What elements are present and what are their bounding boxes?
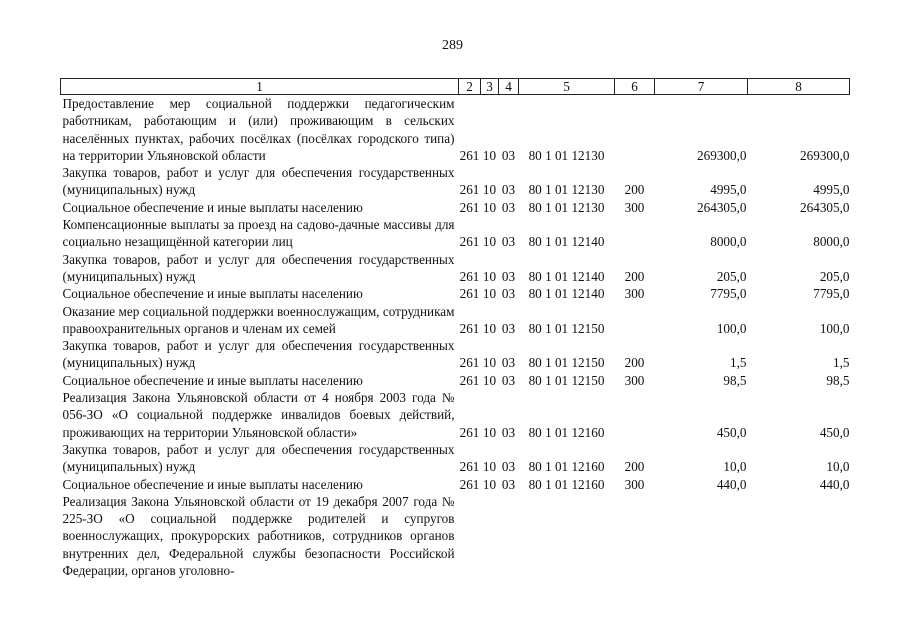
row-vr-code: 300 bbox=[624, 199, 645, 215]
row-pr-code: 03 bbox=[501, 199, 516, 215]
row-rz-code: 10 bbox=[482, 320, 497, 336]
row-vr-code bbox=[615, 493, 655, 579]
budget-table bbox=[60, 78, 850, 579]
row-pr-code: 03 bbox=[501, 372, 516, 388]
header-cell-5: 5 bbox=[519, 79, 615, 95]
row-gr-code: 261 bbox=[459, 459, 480, 475]
row-name: Социальное обеспечение и иные выплаты населению bbox=[62, 372, 363, 388]
row-vr-code bbox=[615, 95, 655, 165]
row-sum-year1: 1,5 bbox=[730, 355, 747, 371]
row-pr-code: 03 bbox=[501, 286, 516, 302]
row-pr-code: 03 bbox=[501, 424, 516, 440]
row-sum-year2: 269300,0 bbox=[800, 147, 850, 163]
row-gr-code: 261 bbox=[459, 147, 480, 163]
row-sum-year1: 8000,0 bbox=[710, 234, 747, 250]
row-vr-code: 200 bbox=[624, 268, 645, 284]
row-gr-code: 261 bbox=[459, 476, 480, 492]
row-gr-code: 261 bbox=[459, 320, 480, 336]
row-rz-code: 10 bbox=[482, 355, 497, 371]
row-sum-year2: 4995,0 bbox=[813, 182, 850, 198]
row-pr-code: 03 bbox=[501, 459, 516, 475]
row-vr-code bbox=[615, 303, 655, 338]
row-sum-year2: 1,5 bbox=[833, 355, 850, 371]
table-row bbox=[61, 372, 850, 389]
row-rz-code: 10 bbox=[482, 476, 497, 492]
row-sum-year1: 269300,0 bbox=[697, 147, 747, 163]
row-sum-year2: 8000,0 bbox=[813, 234, 850, 250]
row-name: Оказание мер социальной поддержки военнослужащим, сотрудникам правоохранительных органов и членам их семей bbox=[62, 303, 455, 336]
table-row bbox=[61, 285, 850, 302]
row-sum-year2: 7795,0 bbox=[813, 286, 850, 302]
row-sum-year1: 98,5 bbox=[723, 372, 747, 388]
row-pr-code: 03 bbox=[501, 268, 516, 284]
header-cell-7: 7 bbox=[655, 79, 748, 95]
row-name: Социальное обеспечение и иные выплаты населению bbox=[62, 476, 363, 492]
row-pr-code: 03 bbox=[501, 355, 516, 371]
row-name: Закупка товаров, работ и услуг для обеспечения государственных (муниципальных) нужд bbox=[62, 338, 455, 371]
table-row bbox=[61, 164, 850, 199]
row-csr-code: 80 1 01 12160 bbox=[528, 459, 605, 475]
row-sum-year1: 4995,0 bbox=[710, 182, 747, 198]
row-rz-code: 10 bbox=[482, 234, 497, 250]
row-sum-year2 bbox=[748, 493, 850, 579]
row-rz-code: 10 bbox=[482, 286, 497, 302]
row-vr-code: 300 bbox=[624, 372, 645, 388]
row-sum-year2: 264305,0 bbox=[800, 199, 850, 215]
row-name: Реализация Закона Ульяновской области от 4 ноября 2003 года № 056-ЗО «О социальной поддержке инвалидов боевых действий, проживающих на территории Ульяновской области» bbox=[62, 390, 455, 440]
table-header-row bbox=[61, 79, 850, 95]
row-gr-code: 261 bbox=[459, 355, 480, 371]
row-csr-code bbox=[519, 493, 615, 579]
row-name: Реализация Закона Ульяновской области от 19 декабря 2007 года № 225-ЗО «О социальной поддержке родителей и супругов военнослужащих, прокурорских работников, сотрудников органов внутренних дел, Федеральной службы безопасности Российской Федерации, органов уголовно- bbox=[62, 493, 455, 579]
row-gr-code: 261 bbox=[459, 234, 480, 250]
row-sum-year2: 10,0 bbox=[826, 459, 850, 475]
row-csr-code: 80 1 01 12130 bbox=[528, 182, 605, 198]
table-body bbox=[61, 95, 850, 580]
row-csr-code: 80 1 01 12130 bbox=[528, 147, 605, 163]
row-csr-code: 80 1 01 12140 bbox=[528, 268, 605, 284]
row-sum-year1: 450,0 bbox=[716, 424, 747, 440]
row-pr-code bbox=[499, 493, 519, 579]
row-sum-year2: 100,0 bbox=[819, 320, 850, 336]
table-row bbox=[61, 441, 850, 476]
table-row bbox=[61, 216, 850, 251]
row-vr-code: 200 bbox=[624, 459, 645, 475]
row-gr-code bbox=[459, 493, 481, 579]
row-csr-code: 80 1 01 12140 bbox=[528, 234, 605, 250]
row-name: Закупка товаров, работ и услуг для обеспечения государственных (муниципальных) нужд bbox=[62, 165, 455, 198]
row-pr-code: 03 bbox=[501, 147, 516, 163]
row-gr-code: 261 bbox=[459, 182, 480, 198]
row-rz-code: 10 bbox=[482, 147, 497, 163]
header-cell-4: 4 bbox=[499, 79, 519, 95]
row-gr-code: 261 bbox=[459, 286, 480, 302]
row-pr-code: 03 bbox=[501, 182, 516, 198]
row-sum-year1: 440,0 bbox=[716, 476, 747, 492]
header-cell-6: 6 bbox=[615, 79, 655, 95]
table-row bbox=[61, 476, 850, 493]
row-name: Социальное обеспечение и иные выплаты населению bbox=[62, 199, 363, 215]
row-rz-code: 10 bbox=[482, 459, 497, 475]
row-rz-code: 10 bbox=[482, 424, 497, 440]
row-sum-year1: 100,0 bbox=[716, 320, 747, 336]
page-number: 289 bbox=[442, 38, 463, 53]
row-csr-code: 80 1 01 12150 bbox=[528, 355, 605, 371]
row-csr-code: 80 1 01 12160 bbox=[528, 424, 605, 440]
row-pr-code: 03 bbox=[501, 320, 516, 336]
row-sum-year2: 440,0 bbox=[819, 476, 850, 492]
row-csr-code: 80 1 01 12140 bbox=[528, 286, 605, 302]
table-row bbox=[61, 251, 850, 286]
row-csr-code: 80 1 01 12130 bbox=[528, 199, 605, 215]
row-vr-code: 200 bbox=[624, 182, 645, 198]
row-sum-year1: 7795,0 bbox=[710, 286, 747, 302]
row-vr-code: 200 bbox=[624, 355, 645, 371]
row-name: Компенсационные выплаты за проезд на садово-дачные массивы для социально незащищённой категории лиц bbox=[62, 217, 455, 250]
row-csr-code: 80 1 01 12150 bbox=[528, 372, 605, 388]
row-sum-year1 bbox=[655, 493, 748, 579]
row-sum-year1: 205,0 bbox=[716, 268, 747, 284]
row-gr-code: 261 bbox=[459, 199, 480, 215]
row-rz-code: 10 bbox=[482, 268, 497, 284]
row-csr-code: 80 1 01 12160 bbox=[528, 476, 605, 492]
table-row bbox=[61, 389, 850, 441]
row-rz-code: 10 bbox=[482, 372, 497, 388]
row-sum-year2: 98,5 bbox=[826, 372, 850, 388]
table-row bbox=[61, 303, 850, 338]
row-pr-code: 03 bbox=[501, 476, 516, 492]
row-rz-code: 10 bbox=[482, 182, 497, 198]
row-vr-code bbox=[615, 216, 655, 251]
table-row bbox=[61, 199, 850, 216]
row-name: Закупка товаров, работ и услуг для обеспечения государственных (муниципальных) нужд bbox=[62, 441, 455, 475]
row-vr-code: 300 bbox=[624, 286, 645, 302]
row-sum-year1: 264305,0 bbox=[697, 199, 747, 215]
row-name: Закупка товаров, работ и услуг для обеспечения государственных (муниципальных) нужд bbox=[62, 251, 455, 284]
table-row bbox=[61, 95, 850, 165]
header-cell-1: 1 bbox=[61, 79, 459, 95]
row-vr-code: 300 bbox=[624, 476, 645, 492]
row-sum-year2: 205,0 bbox=[819, 268, 850, 284]
row-sum-year1: 10,0 bbox=[723, 459, 747, 475]
row-gr-code: 261 bbox=[459, 268, 480, 284]
header-cell-2: 2 bbox=[459, 79, 481, 95]
row-vr-code bbox=[615, 389, 655, 441]
row-name: Социальное обеспечение и иные выплаты населению bbox=[62, 286, 363, 302]
row-gr-code: 261 bbox=[459, 372, 480, 388]
row-rz-code: 10 bbox=[482, 199, 497, 215]
row-gr-code: 261 bbox=[459, 424, 480, 440]
table-row bbox=[61, 493, 850, 579]
row-sum-year2: 450,0 bbox=[819, 424, 850, 440]
row-csr-code: 80 1 01 12150 bbox=[528, 320, 605, 336]
table-row bbox=[61, 337, 850, 372]
header-cell-8: 8 bbox=[748, 79, 850, 95]
header-cell-3: 3 bbox=[481, 79, 499, 95]
row-pr-code: 03 bbox=[501, 234, 516, 250]
row-rz-code bbox=[481, 493, 499, 579]
row-name: Предоставление мер социальной поддержки педагогическим работникам, работающим и (или) проживающим в сельских населённых пунктах, рабочих посёлках (посёлках городского типа) на территории Ульяновской области bbox=[62, 96, 455, 163]
